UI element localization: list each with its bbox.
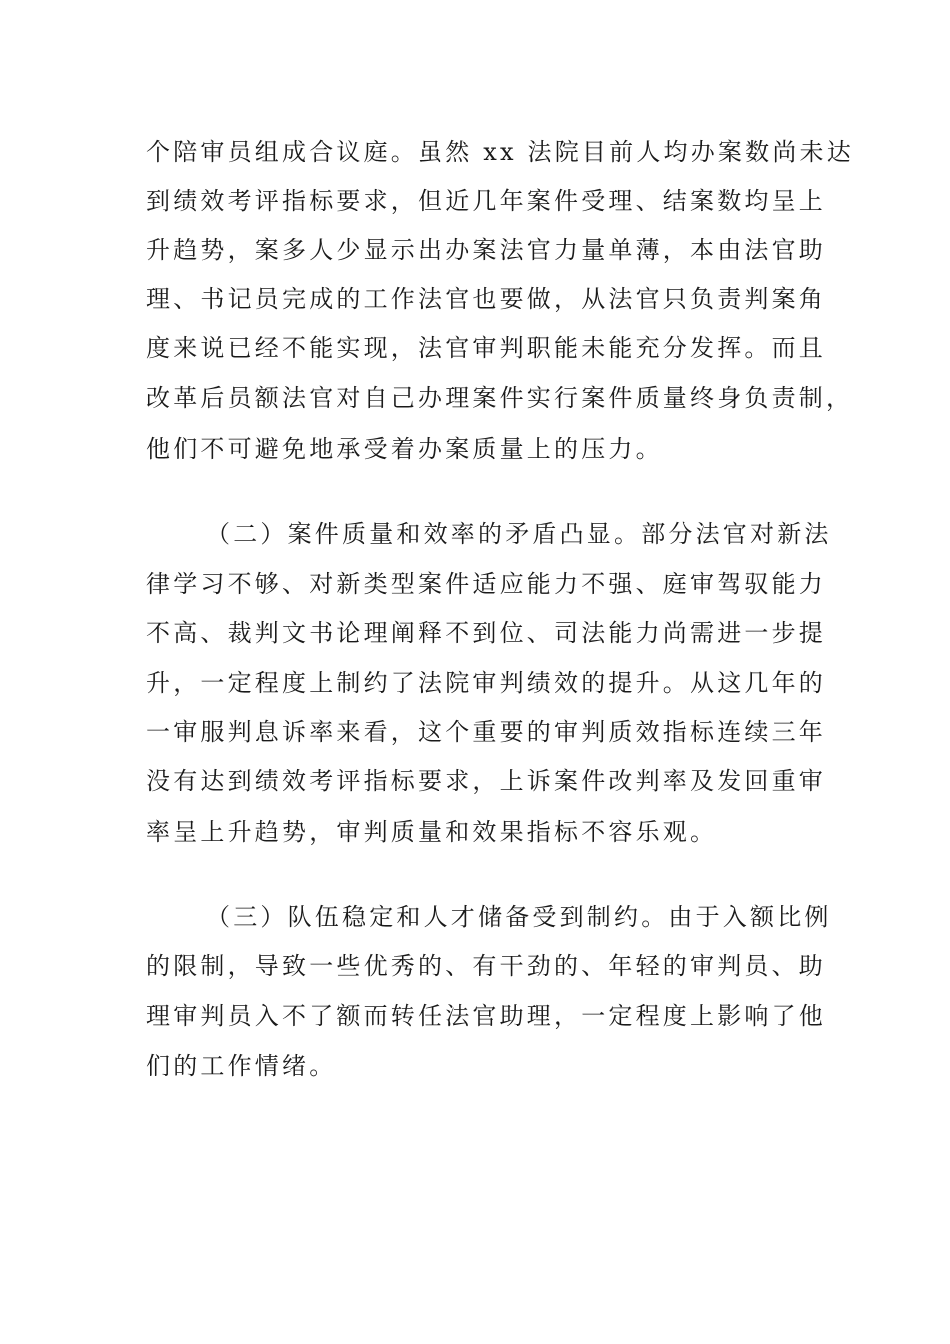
text-line: 没有达到绩效考评指标要求，上诉案件改判率及发回重审 [146,767,826,795]
text-line: （三）队伍稳定和人才储备受到制约。由于入额比例 [206,903,832,931]
text-line: 不高、裁判文书论理阐释不到位、司法能力尚需进一步提 [146,619,826,647]
text-line: 升，一定程度上制约了法院审判绩效的提升。从这几年的 [146,669,826,697]
text-line: 率呈上升趋势，审判质量和效果指标不容乐观。 [146,818,718,846]
text-line: 升趋势，案多人少显示出办案法官力量单薄，本由法官助 [146,236,826,264]
text-line: 理、书记员完成的工作法官也要做，从法官只负责判案角 [146,285,826,313]
text-line: 的限制，导致一些优秀的、有干劲的、年轻的审判员、助 [146,952,826,980]
text-line: 们的工作情绪。 [146,1052,337,1080]
text-line: 到绩效考评指标要求，但近几年案件受理、结案数均呈上 [146,187,826,215]
text-line: 度来说已经不能实现，法官审判职能未能充分发挥。而且 [146,334,826,362]
text-line: 律学习不够、对新类型案件适应能力不强、庭审驾驭能力 [146,570,826,598]
text-line: 个陪审员组成合议庭。虽然 xx 法院目前人均办案数尚未达 [146,138,854,166]
text-line: 一审服判息诉率来看，这个重要的审判质效指标连续三年 [146,718,826,746]
text-line: 他们不可避免地承受着办案质量上的压力。 [146,435,663,463]
text-line: （二）案件质量和效率的矛盾凸显。部分法官对新法 [206,520,832,548]
text-line: 改革后员额法官对自己办理案件实行案件质量终身负责制， [146,384,854,412]
text-line: 理审判员入不了额而转任法官助理，一定程度上影响了他 [146,1002,826,1030]
